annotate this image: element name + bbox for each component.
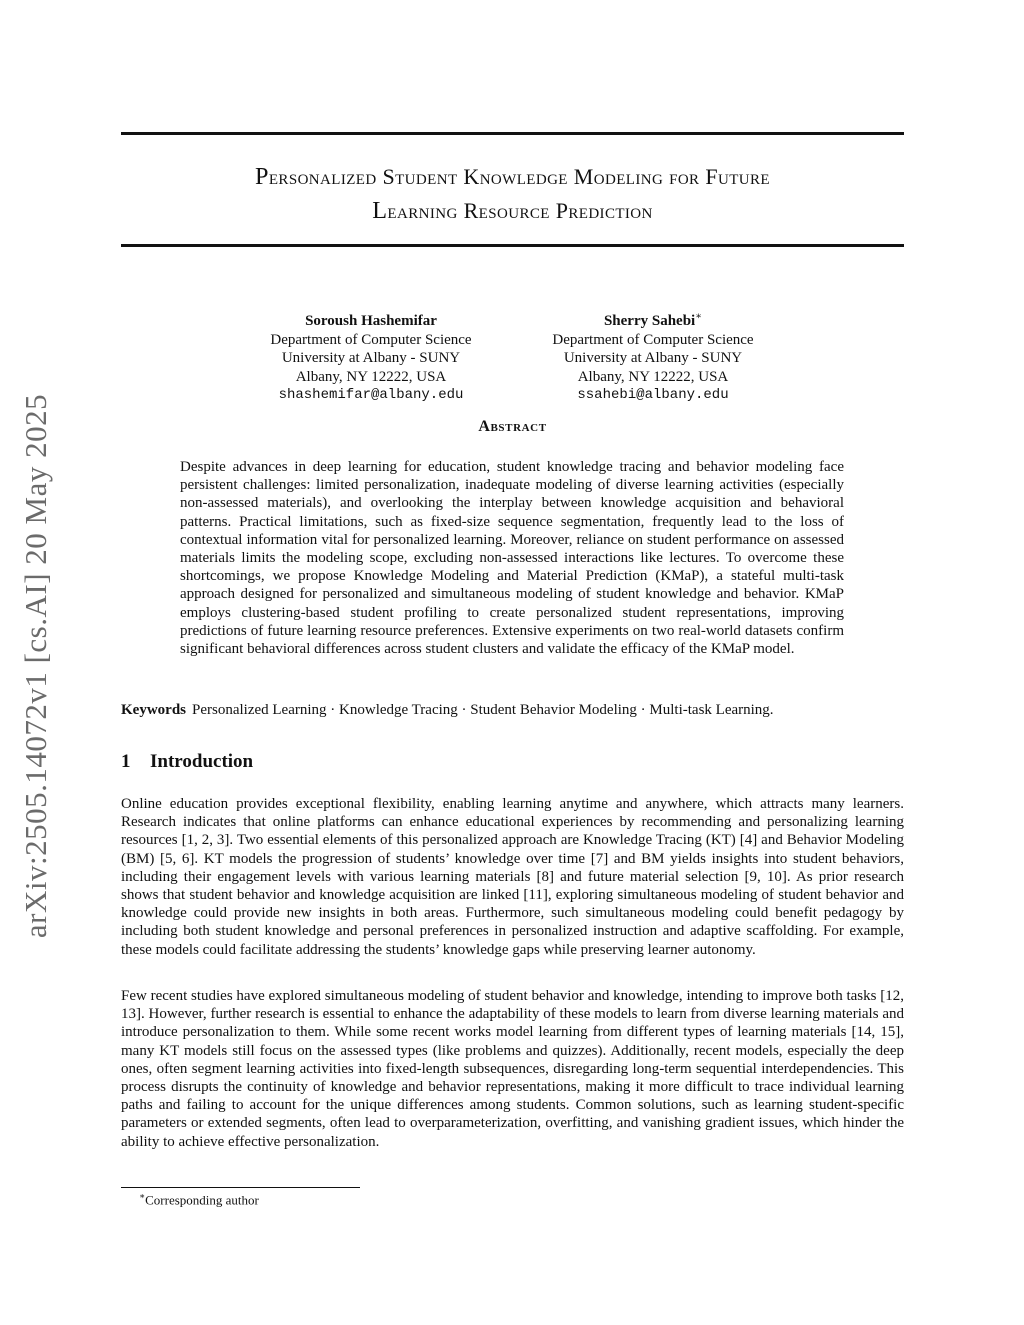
title-top-rule — [121, 132, 904, 135]
footnote-text: Corresponding author — [145, 1192, 259, 1208]
footnote-rule — [121, 1187, 360, 1188]
author-university: University at Albany - SUNY — [563, 350, 743, 366]
abstract-text: Despite advances in deep learning for education, student knowledge tracing and behavior modeling face persistent challenges: limited personalization, inadequate modeling of diverse learning activities (especially non-assessed materials), and overlooking the interplay between knowledge acquisition and behavioral patterns. Practical limitations, such as fixed-size sequence segmentation, frequently lead to the loss of contextual information vital for personalized learning. Moreover, reliance on student performance on assessed materials limits the modeling scope, excluding non-assessed interactions like lectures. To overcome these shortcomings, we propose Knowledge Modeling and Material Prediction (KMaP), a stateful multi-task approach designed for personalized and simultaneous modeling of student knowledge and behavior. KMaP employs clustering-based student profiling to create personalized student representations, improving predictions of future learning resource preferences. Extensive experiments on two real-world datasets confirm significant behavioral differences across student clusters and validate the efficacy of the KMaP model. — [180, 459, 844, 658]
paper-title-line-1: Personalized Student Knowledge Modeling for Future — [255, 163, 770, 190]
footnote — [139, 1191, 259, 1208]
section-heading — [121, 751, 253, 773]
author-block-2 — [508, 308, 798, 405]
author-name: Sherry Sahebi∗ — [603, 311, 703, 329]
author-address: Albany, NY 12222, USA — [577, 368, 729, 385]
corresponding-author-marker: ∗ — [695, 311, 703, 322]
arxiv-identifier-text: arXiv:2505.14072v1 [cs.AI] 20 May 2025 — [18, 393, 53, 939]
section-title: Introduction — [150, 751, 254, 772]
body-paragraph-2: Few recent studies have explored simultaneous modeling of student behavior and knowledge, intending to improve both tasks [12, 13]. However, further research is essential to enhance the adaptability of these models to learn from diverse learning materials and introduce personalization to them. While some recent works model learning from different types of learning materials [14, 15], many KT models still focus on the assessed types (like problems and quizzes). Additionally, recent models, especially the deep ones, often segment learning activities into fixed-length subsequences, disregarding long-term sequential interdependencies. This process disrupts the continuity of knowledge and behavior representations, making it more difficult to trace individual learning paths and failing to account for the unique differences among students. Common solutions, such as learning student-specific parameters or extended segments, often lead to overparameterization, overfitting, and vanishing gradient issues, which hinder the ability to achieve effective personalization. — [121, 988, 904, 1150]
title-bottom-rule — [121, 244, 904, 247]
author-department: Department of Computer Science — [552, 331, 754, 348]
keywords-label: Keywords — [121, 702, 186, 718]
body-paragraph-1: Online education provides exceptional flexibility, enabling learning anytime and anywhere, which attracts many learners. Research indicates that online platforms can enhance educational experiences by recommending and personalizing learning resources [1, 2, 3]. Two essential elements of this personalized approach are Knowledge Tracing (KT) [4] and Behavior Modeling (BM) [5, 6]. KT models the progression of students’ knowledge over time [7] and BM yields insights into student behaviors, including their engagement levels with various learning materials [8] and future material selection [9, 10]. As prior research shows that student behavior and knowledge acquisition are linked [11], exploring simultaneous modeling of student behavior and knowledge could provide new insights in both areas. Furthermore, such simultaneous modeling could benefit pedagogy by including both student knowledge and personal preferences in personalized instruction and adaptive scaffolding. For example, these models could facilitate addressing the students’ knowledge gaps while preserving learner autonomy. — [121, 796, 904, 958]
author-email: ssahebi@albany.edu — [577, 387, 729, 403]
paper-title-line-2: Learning Resource Prediction — [372, 197, 653, 224]
author-department: Department of Computer Science — [270, 331, 472, 348]
section-number: 1 — [121, 751, 131, 772]
author-block-1 — [226, 308, 516, 405]
keywords — [121, 701, 904, 719]
author-email: shashemifar@albany.edu — [278, 387, 464, 403]
author-university: University at Albany - SUNY — [281, 350, 461, 366]
footnote-marker: ∗ — [139, 1191, 146, 1201]
keywords-text: Personalized Learning · Knowledge Tracing · Student Behavior Modeling · Multi-task Learning. — [192, 702, 774, 718]
paper-title — [121, 160, 904, 228]
abstract-heading: Abstract — [478, 418, 547, 435]
author-name: Soroush Hashemifar — [305, 313, 437, 329]
arxiv-identifier — [12, 372, 60, 960]
author-address: Albany, NY 12222, USA — [295, 368, 447, 385]
